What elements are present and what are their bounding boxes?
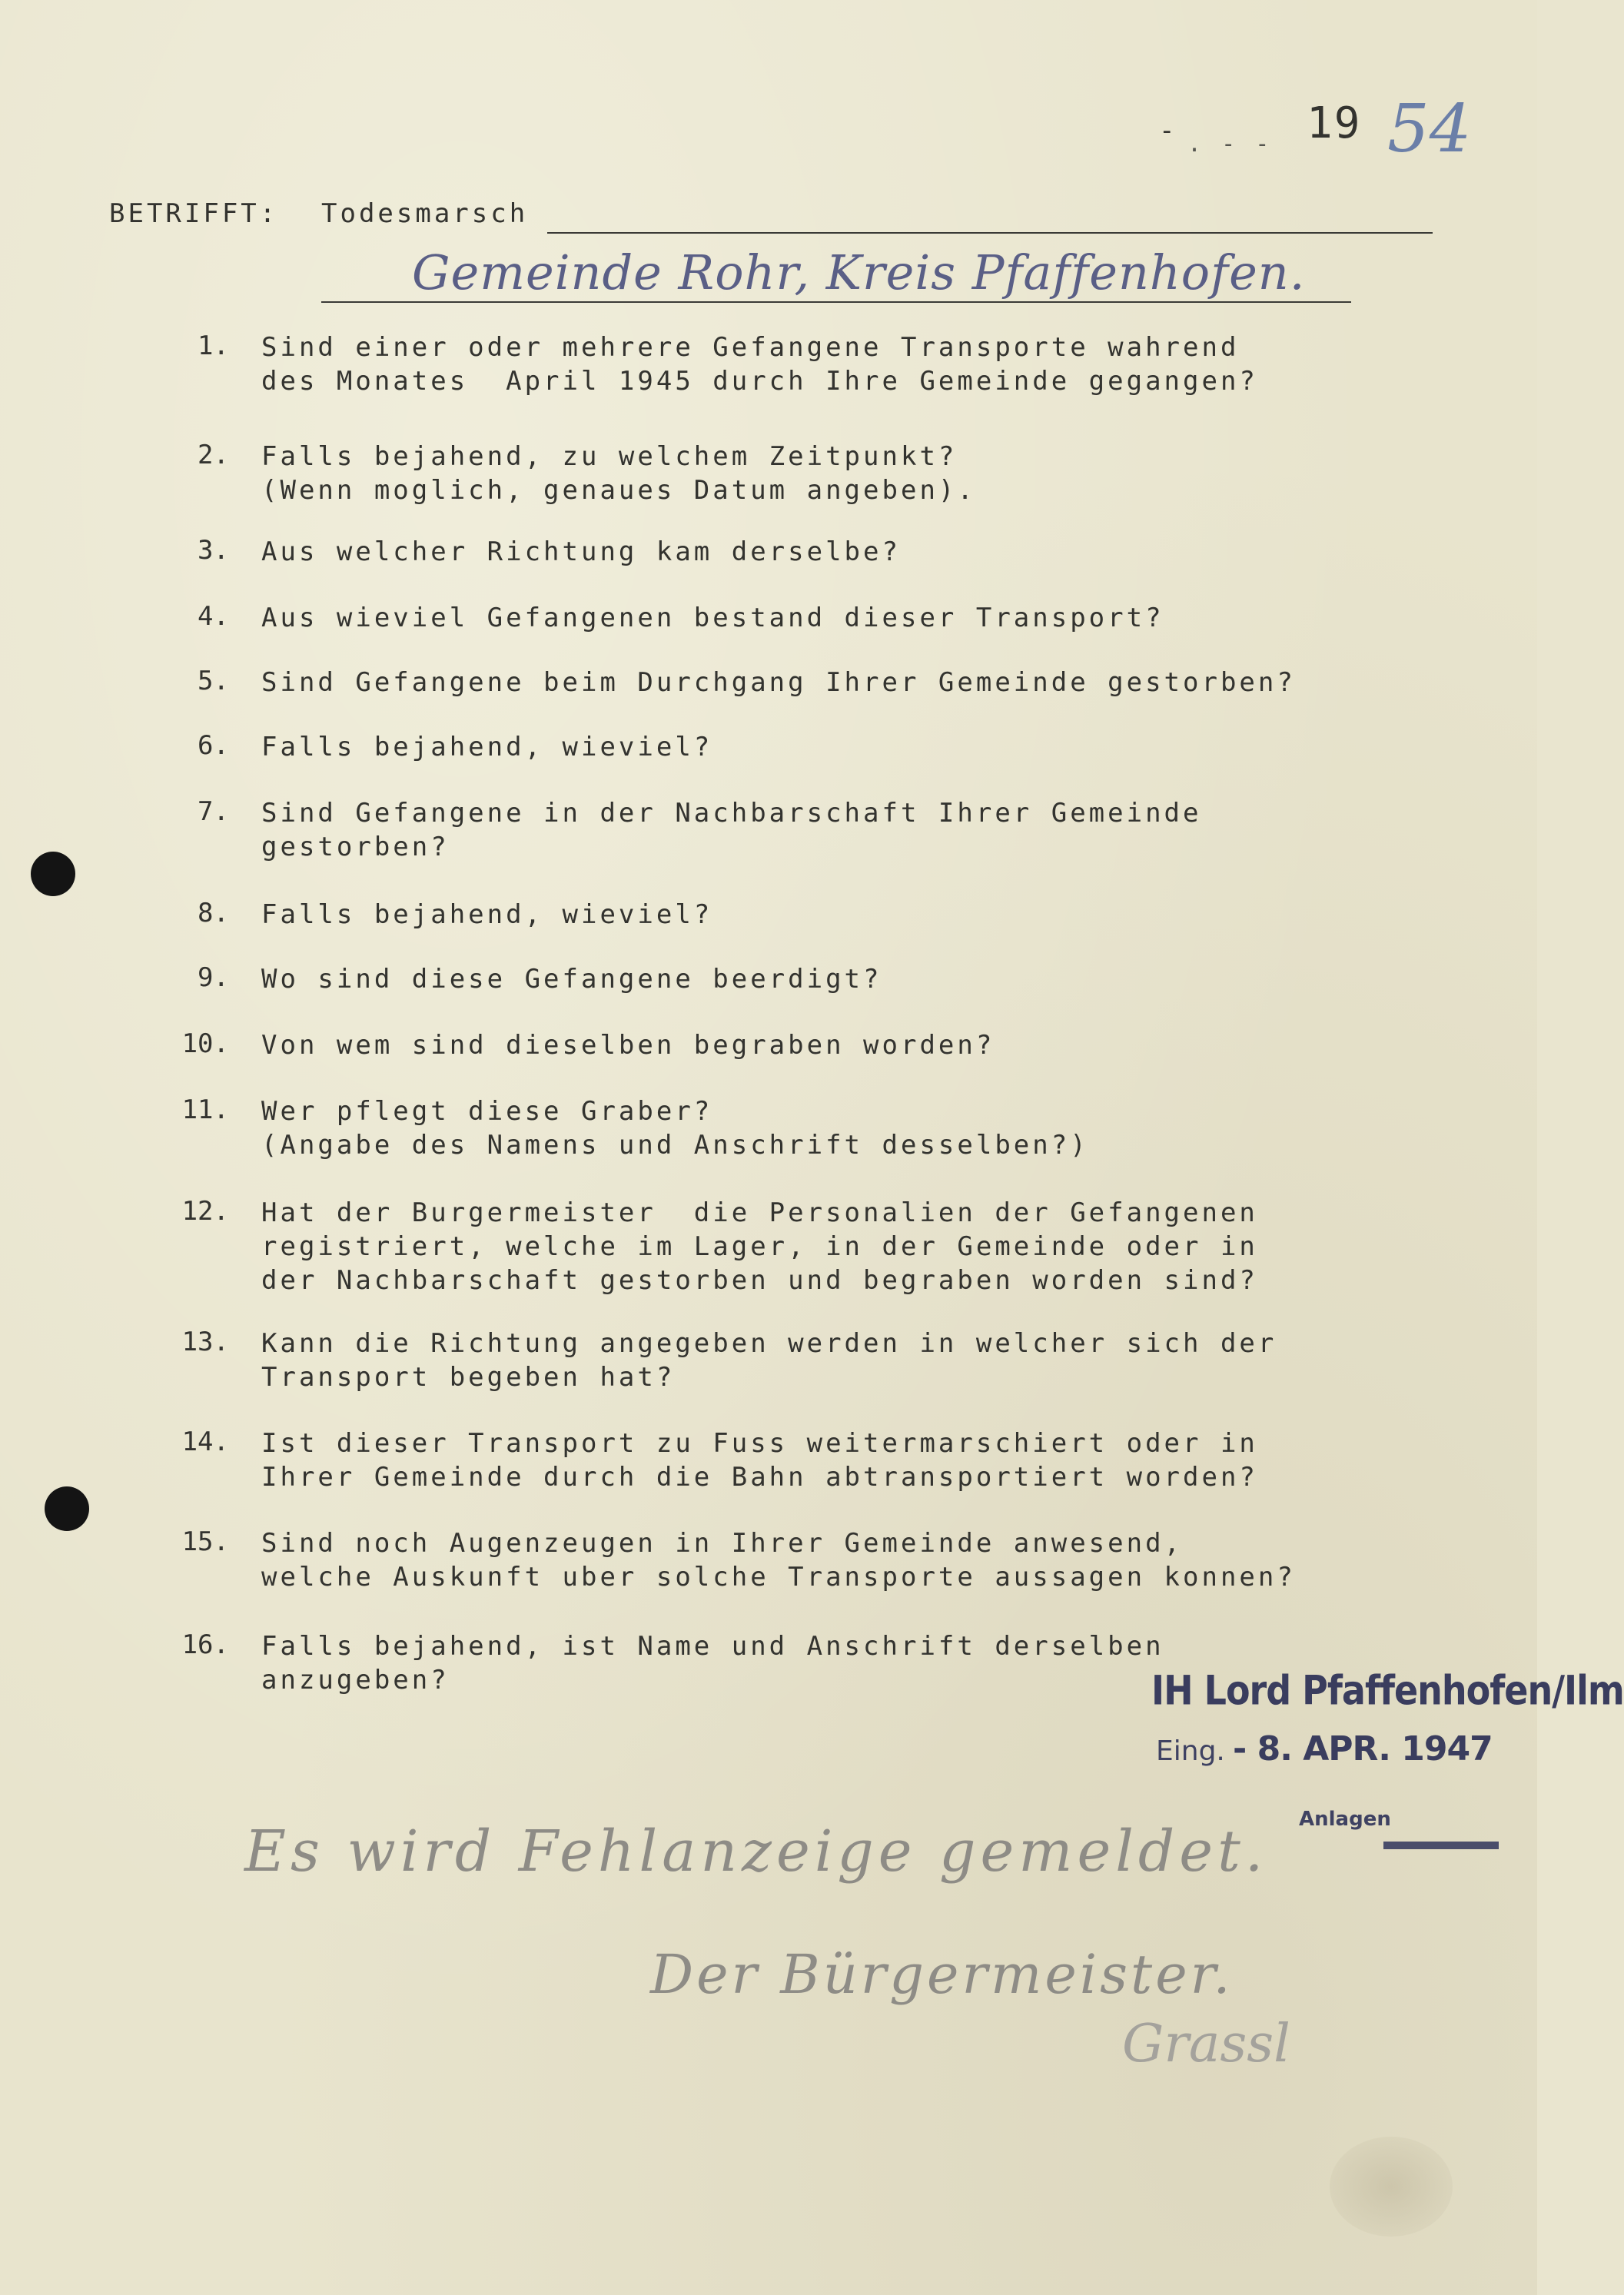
question-number: 2. (198, 440, 229, 470)
question-text-line: Ist dieser Transport zu Fuss weitermarschiert oder in (261, 1428, 1258, 1459)
signature-title: Der Bürgermeister. (650, 1943, 1234, 2006)
year-printed: 19 (1307, 98, 1362, 148)
question-text-line: Sind noch Augenzeugen in Ihrer Gemeinde anwesend, (261, 1528, 1184, 1559)
question-text-line: Falls bejahend, wieviel? (261, 732, 713, 762)
question-text-line: Sind Gefangene beim Durchgang Ihrer Gemeinde gestorben? (261, 667, 1296, 698)
header-dash-marks: - (1159, 115, 1178, 146)
fingerprint-smudge (1330, 2137, 1453, 2237)
question-number: 5. (198, 666, 229, 696)
question-number: 9. (198, 962, 229, 993)
handwritten-reply: Es wird Fehlanzeige gemeldet. (244, 1818, 1268, 1885)
question-text-line: Hat der Burgermeister die Personalien der Gefangenen (261, 1197, 1258, 1228)
question-text-line: (Angabe des Namens und Anschrift desselben?) (261, 1130, 1089, 1161)
question-number: 10. (181, 1028, 229, 1059)
header-dot-marks: . - - (1187, 131, 1273, 158)
punch-hole-bottom (45, 1486, 89, 1531)
stamp-office: IH Lord Pfaffenhofen/Ilm (1151, 1666, 1624, 1715)
question-number: 15. (181, 1526, 229, 1557)
question-text-line: Ihrer Gemeinde durch die Bahn abtransportiert worden? (261, 1462, 1258, 1493)
question-number: 1. (198, 330, 229, 361)
stamp-received-label: Eing. (1156, 1735, 1225, 1767)
question-number: 11. (181, 1094, 229, 1125)
question-text-line: Falls bejahend, ist Name und Anschrift derselben (261, 1631, 1164, 1662)
stamp-received-date: - 8. APR. 1947 (1233, 1729, 1493, 1769)
signature-name: Grassl (1122, 2014, 1290, 2074)
municipality-handwritten: Gemeinde Rohr, Kreis Pfaffenhofen. (412, 244, 1306, 301)
question-number: 6. (198, 730, 229, 761)
question-number: 14. (181, 1426, 229, 1457)
question-text-line: Von wem sind dieselben begraben worden? (261, 1030, 995, 1061)
stamp-attachments-line (1383, 1842, 1499, 1849)
question-text-line: welche Auskunft uber solche Transporte aussagen konnen? (261, 1562, 1296, 1593)
question-number: 4. (198, 601, 229, 632)
question-text-line: anzugeben? (261, 1665, 450, 1696)
municipality-underline (321, 301, 1351, 303)
question-text-line: gestorben? (261, 832, 450, 862)
subject-value: Todesmarsch (321, 198, 529, 229)
question-text-line: Sind Gefangene in der Nachbarschaft Ihrer Gemeinde (261, 798, 1202, 829)
question-number: 13. (181, 1327, 229, 1357)
question-number: 12. (181, 1196, 229, 1227)
question-text-line: Aus welcher Richtung kam derselbe? (261, 536, 901, 567)
question-text-line: Wer pflegt diese Graber? (261, 1096, 713, 1127)
subject-underline (547, 232, 1433, 234)
question-text-line: Kann die Richtung angegeben werden in welcher sich der (261, 1328, 1277, 1359)
punch-hole-top (31, 852, 75, 896)
question-text-line: Wo sind diese Gefangene beerdigt? (261, 964, 882, 995)
question-text-line: Transport begeben hat? (261, 1362, 676, 1393)
question-text-line: Aus wieviel Gefangenen bestand dieser Transport? (261, 603, 1164, 633)
question-number: 16. (181, 1629, 229, 1660)
subject-label: BETRIFFT: (109, 198, 279, 229)
question-text-line: Falls bejahend, zu welchem Zeitpunkt? (261, 441, 958, 472)
stamp-attachments-label: Anlagen (1299, 1808, 1391, 1831)
question-text-line: der Nachbarschaft gestorben und begraben worden sind? (261, 1265, 1258, 1296)
question-text-line: Falls bejahend, wieviel? (261, 899, 713, 930)
question-text-line: (Wenn moglich, genaues Datum angeben). (261, 475, 976, 506)
question-text-line: registriert, welche im Lager, in der Gemeinde oder in (261, 1231, 1258, 1262)
question-text-line: des Monates April 1945 durch Ihre Gemeinde gegangen? (261, 366, 1258, 397)
question-number: 8. (198, 898, 229, 928)
question-number: 3. (198, 535, 229, 566)
year-handwritten: 54 (1387, 91, 1472, 168)
question-text-line: Sind einer oder mehrere Gefangene Transporte wahrend (261, 332, 1240, 363)
question-number: 7. (198, 796, 229, 827)
